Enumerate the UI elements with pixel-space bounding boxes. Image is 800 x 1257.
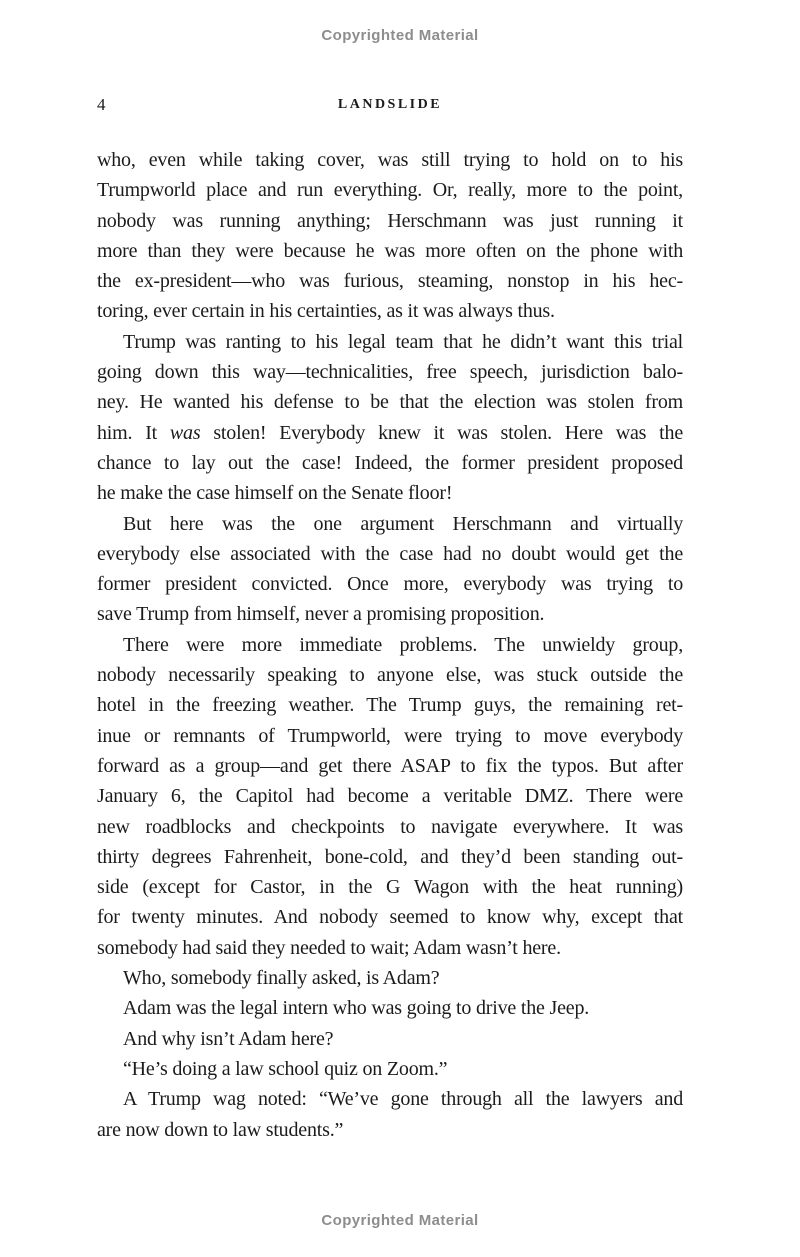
text-line: who, even while taking cover, was still trying to hold on to his: [97, 149, 683, 171]
text-line: hotel in the freezing weather. The Trump guys, the remaining ret-: [97, 694, 683, 717]
text-line: toring, ever certain in his certainties, as it was always thus.: [97, 300, 555, 323]
page-number: 4: [97, 95, 106, 114]
paragraph: [97, 1054, 683, 1084]
text-line: But here was the one argument Herschmann and virtually: [123, 512, 683, 535]
paragraph: [97, 327, 683, 509]
paragraph: [97, 963, 683, 993]
page-header: [97, 95, 683, 117]
text-line: save Trump from himself, never a promising proposition.: [97, 603, 545, 626]
text-line: Trump was ranting to his legal team that he didn’t want this trial: [123, 330, 683, 353]
text-line: more than they were because he was more often on the phone with: [97, 239, 683, 262]
text-line: thirty degrees Fahrenheit, bone-cold, and they’d been standing out-: [97, 845, 683, 868]
body-text: [97, 145, 683, 1145]
text-line: nobody was running anything; Herschmann was just running it: [97, 209, 683, 232]
text-line: “He’s doing a law school quiz on Zoom.”: [123, 1057, 448, 1080]
paragraph: [97, 630, 683, 963]
copyright-notice-top: Copyrighted Material: [321, 27, 479, 44]
text-line: going down this way—technicalities, free speech, jurisdiction balo-: [97, 361, 683, 384]
text-line: Adam was the legal intern who was going to drive the Jeep.: [123, 997, 590, 1020]
text-line: side (except for Castor, in the G Wagon with the heat running): [97, 876, 683, 899]
text-line: are now down to law students.”: [97, 1118, 344, 1141]
text-line: everybody else associated with the case had no doubt would get the: [97, 542, 683, 565]
running-header: LANDSLIDE: [337, 97, 443, 112]
text-line: him. It was stolen! Everybody knew it was stolen. Here was the: [97, 421, 683, 444]
text-line: ney. He wanted his defense to be that the election was stolen from: [97, 391, 683, 414]
text-line: the ex-president—who was furious, steaming, nonstop in his hec-: [97, 270, 683, 293]
copyright-notice-bottom: Copyrighted Material: [321, 1212, 479, 1229]
text-line: There were more immediate problems. The unwieldy group,: [123, 633, 683, 656]
text-line: Who, somebody finally asked, is Adam?: [123, 967, 440, 990]
text-line: he make the case himself on the Senate floor!: [97, 482, 453, 505]
text-line: for twenty minutes. And nobody seemed to know why, except that: [97, 906, 683, 929]
text-line: new roadblocks and checkpoints to navigate everywhere. It was: [97, 815, 683, 838]
text-line: chance to lay out the case! Indeed, the former president proposed: [97, 451, 683, 474]
text-line: Trumpworld place and run everything. Or, really, more to the point,: [97, 179, 683, 202]
text-line: somebody had said they needed to wait; Adam wasn’t here.: [97, 936, 561, 959]
paragraph: [97, 993, 683, 1023]
paragraph: [97, 1024, 683, 1054]
paragraph: [97, 509, 683, 630]
paragraph: [97, 145, 683, 327]
text-line: January 6, the Capitol had become a veritable DMZ. There were: [97, 785, 683, 808]
text-line: A Trump wag noted: “We’ve gone through all the lawyers and: [123, 1088, 683, 1111]
text-line: former president convicted. Once more, everybody was trying to: [97, 573, 683, 596]
text-line: nobody necessarily speaking to anyone else, was stuck outside the: [97, 664, 683, 687]
text-line: And why isn’t Adam here?: [123, 1027, 334, 1050]
text-line: inue or remnants of Trumpworld, were trying to move everybody: [97, 724, 683, 747]
paragraph: [97, 1084, 683, 1145]
text-line: forward as a group—and get there ASAP to fix the typos. But after: [97, 754, 683, 777]
